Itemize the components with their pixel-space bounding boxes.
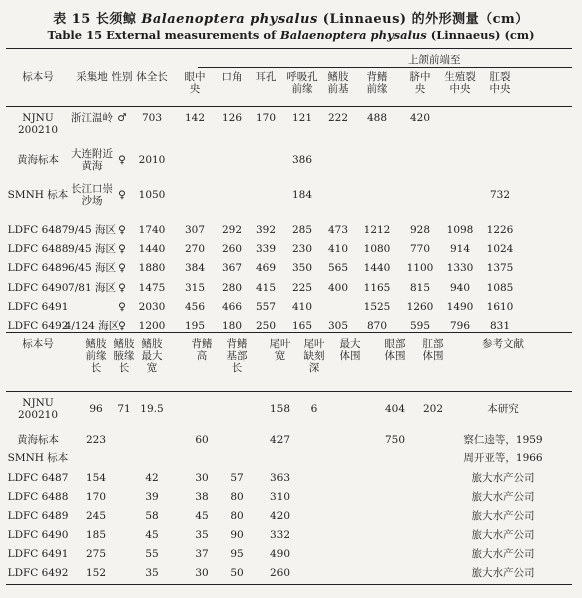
upper-cell-loc: 大连附近 黄海 xyxy=(71,148,113,173)
lower-cell-id: LDFC 6492 xyxy=(7,567,69,579)
lower-header-fa: 鳍肢 前缘 长 xyxy=(85,338,107,375)
upper-cell-blow: 184 xyxy=(291,189,313,201)
upper-cell-ear: 415 xyxy=(255,282,277,294)
lower-cell-fw: 35 xyxy=(145,567,159,579)
upper-header-len: 体全长 xyxy=(136,71,168,83)
upper-cell-sex: ♀ xyxy=(118,262,126,274)
lower-cell-fa: 170 xyxy=(85,491,107,503)
upper-cell-mouth: 466 xyxy=(221,301,243,313)
lower-cell-fa: 154 xyxy=(85,472,107,484)
lower-cell-id: LDFC 6489 xyxy=(7,510,69,522)
lower-cell-fl: 363 xyxy=(269,472,291,484)
upper-cell-dors: 488 xyxy=(366,112,388,124)
upper-cell-len: 2010 xyxy=(138,154,166,166)
upper-cell-anus: 1085 xyxy=(486,282,514,294)
lower-cell-ref: 旅大水产公司 xyxy=(471,510,535,522)
lower-cell-fw: 58 xyxy=(145,510,159,522)
lower-cell-ref: 旅大水产公司 xyxy=(471,529,535,541)
upper-cell-flip: 410 xyxy=(327,243,349,255)
lower-header-ag: 肛部 体围 xyxy=(422,338,444,363)
upper-cell-id: 黄海标本 xyxy=(17,154,59,166)
upper-cell-ear: 392 xyxy=(255,224,277,236)
upper-header-gen: 生殖裂 中央 xyxy=(444,71,476,96)
lower-cell-id: 黄海标本 xyxy=(17,434,59,446)
upper-cell-blow: 225 xyxy=(291,282,313,294)
lower-cell-id: SMNH 标本 xyxy=(7,452,69,464)
upper-cell-loc: 9/45 海区 xyxy=(68,224,116,236)
lower-header-eg: 眼部 体围 xyxy=(384,338,406,363)
lower-cell-dh: 45 xyxy=(195,510,209,522)
upper-cell-anus: 1226 xyxy=(486,224,514,236)
upper-cell-eye: 384 xyxy=(184,262,206,274)
lower-cell-id: LDFC 6487 xyxy=(7,472,69,484)
lower-cell-db: 90 xyxy=(230,529,244,541)
upper-cell-mouth: 280 xyxy=(221,282,243,294)
upper-cell-mouth: 126 xyxy=(221,112,243,124)
lower-cell-dh: 60 xyxy=(195,434,209,446)
upper-cell-len: 1050 xyxy=(138,189,166,201)
upper-cell-anus: 1024 xyxy=(486,243,514,255)
upper-cell-anus: 1610 xyxy=(486,301,514,313)
upper-cell-loc: 7/81 海区 xyxy=(68,282,116,294)
upper-cell-ear: 557 xyxy=(255,301,277,313)
upper-header-mouth: 口角 xyxy=(221,71,243,83)
upper-cell-len: 2030 xyxy=(138,301,166,313)
upper-header-eye: 眼中 央 xyxy=(184,71,206,96)
lower-cell-fl: 158 xyxy=(269,403,291,415)
lower-cell-db: 95 xyxy=(230,548,244,560)
lower-cell-nd: 6 xyxy=(310,403,318,415)
upper-cell-flip: 565 xyxy=(327,262,349,274)
lower-cell-fw: 19.5 xyxy=(140,403,164,415)
bottom-rule xyxy=(6,584,572,585)
lower-cell-fl: 332 xyxy=(269,529,291,541)
lower-cell-dh: 30 xyxy=(195,567,209,579)
upper-cell-blow: 230 xyxy=(291,243,313,255)
lower-cell-fl: 260 xyxy=(269,567,291,579)
upper-cell-gen: 914 xyxy=(449,243,471,255)
upper-cell-dors: 1165 xyxy=(363,282,391,294)
lower-cell-eg: 404 xyxy=(384,403,406,415)
lower-cell-dh: 38 xyxy=(195,491,209,503)
upper-cell-mouth: 180 xyxy=(221,320,243,332)
upper-header-sex: 性别 xyxy=(111,71,133,83)
upper-cell-blow: 285 xyxy=(291,224,313,236)
upper-cell-dors: 1212 xyxy=(363,224,391,236)
upper-cell-blow: 350 xyxy=(291,262,313,274)
upper-cell-len: 1880 xyxy=(138,262,166,274)
lower-cell-fa: 185 xyxy=(85,529,107,541)
upper-cell-blow: 410 xyxy=(291,301,313,313)
upper-header-blow: 呼吸孔 前缘 xyxy=(286,71,318,96)
upper-cell-blow: 121 xyxy=(291,112,313,124)
lower-cell-dh: 35 xyxy=(195,529,209,541)
upper-cell-len: 1740 xyxy=(138,224,166,236)
lower-cell-db: 80 xyxy=(230,510,244,522)
lower-cell-fa: 275 xyxy=(85,548,107,560)
lower-header-fl: 尾叶 宽 xyxy=(269,338,291,363)
upper-cell-id: LDFC 6488 xyxy=(7,243,69,255)
upper-header-navel: 脐中 央 xyxy=(409,71,431,96)
upper-header-dors: 背鳍 前缘 xyxy=(366,71,388,96)
upper-header-loc: 采集地 xyxy=(76,71,108,83)
upper-cell-loc: 长江口崇 沙场 xyxy=(71,183,113,208)
upper-cell-navel: 595 xyxy=(409,320,431,332)
upper-cell-sex: ♀ xyxy=(118,320,126,332)
section-divider-rule xyxy=(6,332,572,333)
upper-cell-dors: 1440 xyxy=(363,262,391,274)
lower-cell-ref: 察仁逵等，1959 xyxy=(463,434,543,446)
upper-cell-loc: 9/45 海区 xyxy=(68,243,116,255)
lower-header-dh: 背鳍 高 xyxy=(191,338,213,363)
upper-cell-id: LDFC 6491 xyxy=(7,301,69,313)
upper-cell-eye: 307 xyxy=(184,224,206,236)
upper-cell-flip: 400 xyxy=(327,282,349,294)
upper-cell-flip: 222 xyxy=(327,112,349,124)
lower-header-nd: 尾叶 缺刻 深 xyxy=(303,338,325,375)
lower-cell-ref: 旅大水产公司 xyxy=(471,567,535,579)
lower-cell-fa: 245 xyxy=(85,510,107,522)
upper-cell-anus: 1375 xyxy=(486,262,514,274)
upper-cell-navel: 1260 xyxy=(406,301,434,313)
upper-cell-blow: 386 xyxy=(291,154,313,166)
lower-cell-id: LDFC 6490 xyxy=(7,529,69,541)
lower-cell-eg: 750 xyxy=(384,434,406,446)
top-rule xyxy=(6,48,572,49)
upper-cell-eye: 142 xyxy=(184,112,206,124)
lower-cell-ref: 旅大水产公司 xyxy=(471,472,535,484)
upper-cell-anus: 831 xyxy=(489,320,511,332)
upper-cell-id: LDFC 6492 xyxy=(7,320,69,332)
upper-cell-len: 1440 xyxy=(138,243,166,255)
lower-cell-id: LDFC 6491 xyxy=(7,548,69,560)
lower-header-id: 标本号 xyxy=(22,338,54,350)
lower-cell-dh: 37 xyxy=(195,548,209,560)
lower-cell-db: 80 xyxy=(230,491,244,503)
upper-cell-len: 1475 xyxy=(138,282,166,294)
upper-cell-loc: 4/124 海区 xyxy=(64,320,120,332)
lower-header-mg: 最大 体围 xyxy=(339,338,361,363)
lower-cell-ref: 旅大水产公司 xyxy=(471,491,535,503)
upper-cell-flip: 473 xyxy=(327,224,349,236)
lower-cell-fa: 223 xyxy=(85,434,107,446)
upper-cell-navel: 420 xyxy=(409,112,431,124)
upper-cell-sex: ♀ xyxy=(118,243,126,255)
upper-cell-navel: 928 xyxy=(409,224,431,236)
upper-cell-eye: 315 xyxy=(184,282,206,294)
upper-cell-id: LDFC 6487 xyxy=(7,224,69,236)
upper-cell-mouth: 367 xyxy=(221,262,243,274)
super-header-upper-jaw: 上颌前端至 xyxy=(408,54,461,66)
lower-cell-id: NJNU 200210 xyxy=(17,397,59,422)
upper-header-rule xyxy=(6,106,572,107)
lower-header-ref: 参考文献 xyxy=(482,338,524,350)
lower-cell-fl: 420 xyxy=(269,510,291,522)
upper-cell-blow: 165 xyxy=(291,320,313,332)
lower-cell-ref: 旅大水产公司 xyxy=(471,548,535,560)
upper-cell-mouth: 260 xyxy=(221,243,243,255)
upper-cell-ear: 469 xyxy=(255,262,277,274)
upper-header-id: 标本号 xyxy=(22,71,54,83)
upper-cell-dors: 870 xyxy=(366,320,388,332)
upper-cell-anus: 732 xyxy=(489,189,511,201)
upper-cell-navel: 770 xyxy=(409,243,431,255)
upper-cell-flip: 305 xyxy=(327,320,349,332)
upper-header-flip: 鳍肢 前基 xyxy=(327,71,349,96)
lower-cell-fa: 96 xyxy=(89,403,103,415)
upper-cell-ear: 170 xyxy=(255,112,277,124)
upper-cell-sex: ♀ xyxy=(118,301,126,313)
upper-cell-eye: 456 xyxy=(184,301,206,313)
upper-cell-eye: 195 xyxy=(184,320,206,332)
upper-cell-id: SMNH 标本 xyxy=(7,189,69,201)
upper-cell-dors: 1080 xyxy=(363,243,391,255)
upper-cell-sex: ♀ xyxy=(118,189,126,201)
lower-header-db: 背鳍 基部 长 xyxy=(226,338,248,375)
lower-cell-dh: 30 xyxy=(195,472,209,484)
upper-cell-ear: 250 xyxy=(255,320,277,332)
upper-cell-navel: 1100 xyxy=(406,262,434,274)
lower-cell-ag: 202 xyxy=(422,403,444,415)
upper-cell-mouth: 292 xyxy=(221,224,243,236)
upper-cell-dors: 1525 xyxy=(363,301,391,313)
upper-cell-id: LDFC 6489 xyxy=(7,262,69,274)
upper-cell-len: 1200 xyxy=(138,320,166,332)
upper-cell-navel: 815 xyxy=(409,282,431,294)
upper-cell-id: NJNU 200210 xyxy=(17,112,59,137)
upper-cell-gen: 796 xyxy=(449,320,471,332)
lower-cell-fx: 71 xyxy=(117,403,131,415)
upper-cell-id: LDFC 6490 xyxy=(7,282,69,294)
upper-cell-gen: 1330 xyxy=(446,262,474,274)
table-title-en: Table 15 External measurements of Balaenoptera physalus (Linnaeus) (cm) xyxy=(47,28,535,42)
lower-cell-fw: 45 xyxy=(145,529,159,541)
upper-cell-sex: ♂ xyxy=(117,112,127,124)
upper-cell-len: 703 xyxy=(141,112,163,124)
lower-header-fw: 鳍肢 最大 宽 xyxy=(141,338,163,375)
upper-cell-gen: 1490 xyxy=(446,301,474,313)
lower-cell-fw: 55 xyxy=(145,548,159,560)
upper-cell-sex: ♀ xyxy=(118,224,126,236)
lower-cell-fl: 310 xyxy=(269,491,291,503)
lower-cell-id: LDFC 6488 xyxy=(7,491,69,503)
lower-cell-ref: 周开亚等，1966 xyxy=(463,452,543,464)
table-title-cn: 表 15 长须鲸 Balaenoptera physalus (Linnaeus) 的外形测量（cm） xyxy=(53,12,529,27)
lower-cell-ref: 本研究 xyxy=(487,403,519,415)
lower-cell-fw: 39 xyxy=(145,491,159,503)
upper-cell-sex: ♀ xyxy=(118,154,126,166)
upper-header-anus: 肛裂 中央 xyxy=(489,71,511,96)
upper-cell-sex: ♀ xyxy=(118,282,126,294)
lower-cell-fa: 152 xyxy=(85,567,107,579)
lower-cell-fl: 427 xyxy=(269,434,291,446)
upper-header-ear: 耳孔 xyxy=(255,71,277,83)
upper-cell-gen: 1098 xyxy=(446,224,474,236)
lower-cell-fw: 42 xyxy=(145,472,159,484)
upper-cell-eye: 270 xyxy=(184,243,206,255)
lower-header-rule xyxy=(6,391,572,392)
upper-cell-loc: 浙江温岭 xyxy=(71,112,113,124)
upper-cell-gen: 940 xyxy=(449,282,471,294)
upper-cell-ear: 339 xyxy=(255,243,277,255)
lower-cell-db: 57 xyxy=(230,472,244,484)
super-header-rule xyxy=(198,67,572,68)
lower-cell-db: 50 xyxy=(230,567,244,579)
upper-cell-loc: 6/45 海区 xyxy=(68,262,116,274)
lower-cell-fl: 490 xyxy=(269,548,291,560)
lower-header-fx: 鳍肢 腋缘 长 xyxy=(113,338,135,375)
